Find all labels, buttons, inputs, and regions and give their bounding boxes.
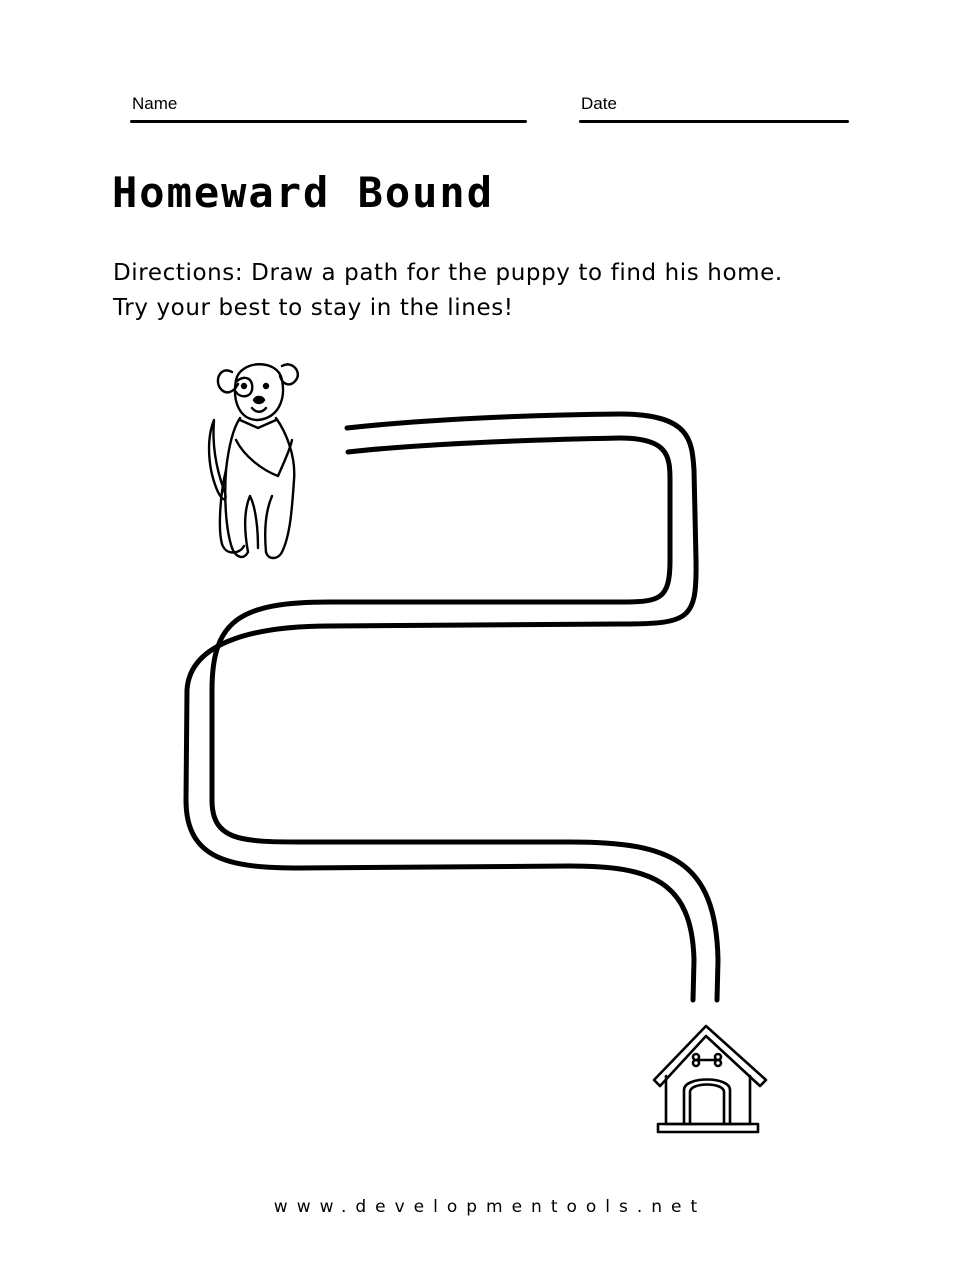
path-outer-line [186,414,696,1000]
doghouse-icon [654,1026,766,1132]
footer-website: www.developmentools.net [273,1197,707,1217]
maze-path[interactable] [186,414,718,1000]
puppy-icon [209,364,298,558]
path-inner-line [212,438,718,1000]
name-label: Name [132,94,178,113]
worksheet-title: Homeward Bound [112,168,495,217]
directions-line-2: Try your best to stay in the lines! [113,295,514,321]
directions-line-1: Directions: Draw a path for the puppy to find his home. [113,260,783,286]
date-label: Date [581,94,617,113]
